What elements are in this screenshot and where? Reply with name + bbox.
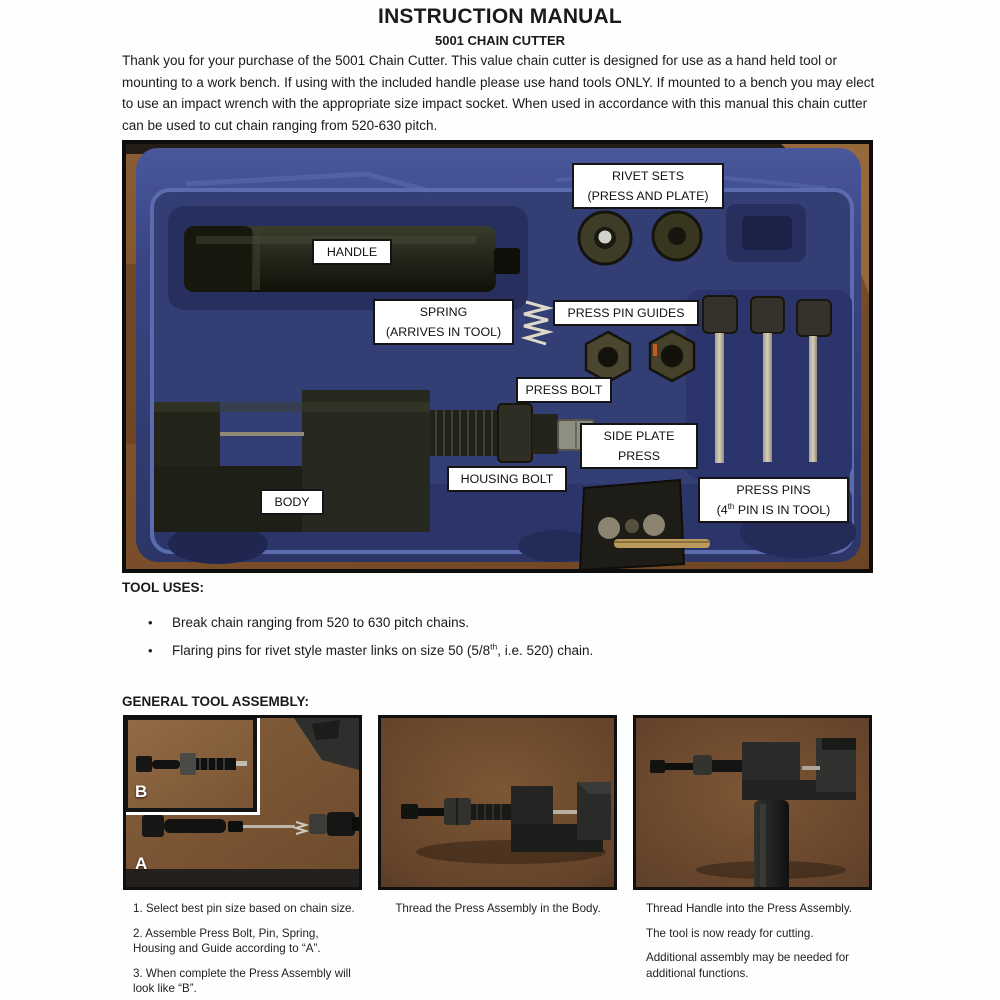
assembly-photo-2 xyxy=(378,715,617,890)
kit-photo xyxy=(122,140,873,573)
bullet-icon: • xyxy=(148,643,153,658)
page-subtitle: 5001 CHAIN CUTTER xyxy=(434,33,566,48)
intro-paragraph: Thank you for your purchase of the 5001 Chain Cutter. This value chain cutter is designed for use as a hand held tool or mounting to a work bench. If using with the included handle please use hand tools ONLY. If mounted to a bench you may elect to use an impact wrench with the appropriate size impact socket. When used in accordance with this manual this chain cutter can be used to cut chain ranging from 520-630 pitch. xyxy=(122,53,875,133)
label-handle: HANDLE xyxy=(312,239,392,265)
press-pins-image xyxy=(703,296,831,463)
captions-column-3 xyxy=(646,901,861,990)
caption-step: The tool is now ready for cutting. xyxy=(646,926,814,940)
label-side-plate-press: SIDE PLATE PRESS xyxy=(580,423,698,469)
side-plate-press-image xyxy=(580,480,684,569)
bullet-icon: • xyxy=(148,615,153,630)
label-body: BODY xyxy=(260,489,324,515)
label-press-pins: PRESS PINS (4th PIN IS IN TOOL) xyxy=(698,477,849,523)
caption-step: 3. When complete the Press Assembly will look like “B”. xyxy=(133,966,351,995)
tool-uses-list xyxy=(148,612,848,668)
inset-label-b: B xyxy=(135,782,148,801)
assembly-photo-3 xyxy=(633,715,872,890)
label-press-bolt: PRESS BOLT xyxy=(516,377,612,403)
label-spring: SPRING (ARRIVES IN TOOL) xyxy=(373,299,514,345)
list-item: • Flaring pins for rivet style master links on size 50 (5/8th, i.e. 520) chain. xyxy=(148,640,848,661)
tool-uses-heading: TOOL USES: xyxy=(122,580,205,595)
caption-step: Thread the Press Assembly in the Body. xyxy=(395,902,601,915)
loose-pin-image xyxy=(614,539,710,548)
caption-step: 2. Assemble Press Bolt, Pin, Spring, Housing and Guide according to “A”. xyxy=(133,926,321,955)
label-press-pin-guides: PRESS PIN GUIDES xyxy=(553,300,699,326)
caption-step: Thread Handle into the Press Assembly. xyxy=(646,902,852,915)
photo-label-a: A xyxy=(135,854,148,873)
label-rivet-sets: RIVET SETS (PRESS AND PLATE) xyxy=(572,163,724,209)
assembly-photo-1 xyxy=(123,715,362,890)
label-housing-bolt: HOUSING BOLT xyxy=(447,466,567,492)
caption-step: 1. Select best pin size based on chain size. xyxy=(133,902,355,915)
captions-column-2 xyxy=(378,901,618,926)
assembly-heading: GENERAL TOOL ASSEMBLY: xyxy=(122,694,310,709)
captions-column-1 xyxy=(133,901,361,1000)
page-title: INSTRUCTION MANUAL xyxy=(378,5,622,28)
list-item: • Break chain ranging from 520 to 630 pitch chains. xyxy=(148,612,848,633)
caption-step: Additional assembly may be needed for additional functions. xyxy=(646,951,850,980)
